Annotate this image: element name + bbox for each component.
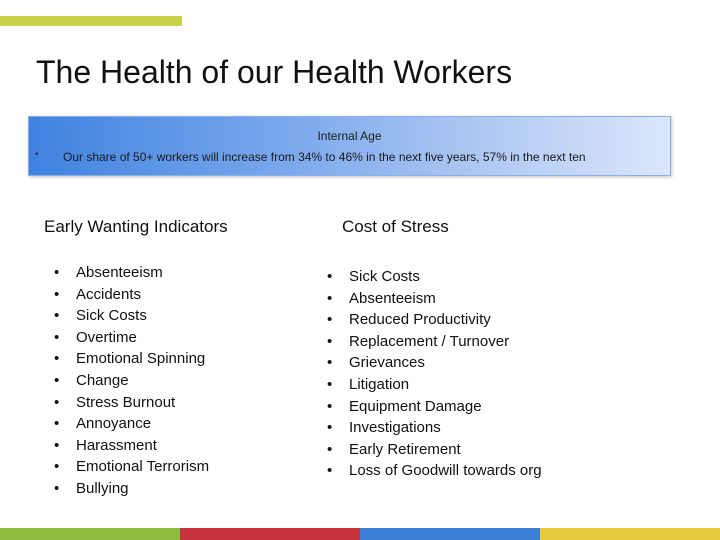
banner-heading: Internal Age xyxy=(317,129,382,143)
cost-of-stress-list xyxy=(327,266,557,482)
list-item: • Sick Costs xyxy=(327,266,557,288)
list-item: • Equipment Damage xyxy=(327,396,557,418)
banner-text: Our share of 50+ workers will increase from 34% to 46% in the next five years, 57% in the next ten xyxy=(63,150,586,164)
internal-age-banner xyxy=(28,116,671,176)
bottom-color-bar xyxy=(0,528,720,540)
banner-bullet: • xyxy=(35,149,39,160)
list-item: • Accidents xyxy=(54,284,284,306)
list-item: • Replacement / Turnover xyxy=(327,331,557,353)
bottom-bar-blue-segment xyxy=(360,528,540,540)
top-accent-bar xyxy=(0,16,182,26)
list-item: • Change xyxy=(54,370,284,392)
list-item: • Emotional Spinning xyxy=(54,348,284,370)
list-item: • Absenteeism xyxy=(54,262,284,284)
cost-of-stress-heading: Cost of Stress xyxy=(342,217,449,236)
list-item: • Bullying xyxy=(54,478,284,500)
list-item: • Annoyance xyxy=(54,413,284,435)
list-item: • Harassment xyxy=(54,435,284,457)
early-wanting-indicators-heading: Early Wanting Indicators xyxy=(44,217,228,236)
list-item: • Litigation xyxy=(327,374,557,396)
list-item: • Absenteeism xyxy=(327,288,557,310)
bottom-bar-yellow-segment xyxy=(540,528,720,540)
bottom-bar-green-segment xyxy=(0,528,180,540)
list-item: • Emotional Terrorism xyxy=(54,456,284,478)
list-item: • Sick Costs xyxy=(54,305,284,327)
list-item: • Stress Burnout xyxy=(54,392,284,414)
slide-title: The Health of our Health Workers xyxy=(36,54,513,90)
list-item: • Overtime xyxy=(54,327,284,349)
list-item: • Grievances xyxy=(327,352,557,374)
list-item: • Reduced Productivity xyxy=(327,309,557,331)
early-wanting-indicators-list xyxy=(54,262,284,500)
bottom-bar-red-segment xyxy=(180,528,360,540)
list-item: • Loss of Goodwill towards org xyxy=(327,460,557,482)
list-item: • Investigations xyxy=(327,417,557,439)
list-item: • Early Retirement xyxy=(327,439,557,461)
